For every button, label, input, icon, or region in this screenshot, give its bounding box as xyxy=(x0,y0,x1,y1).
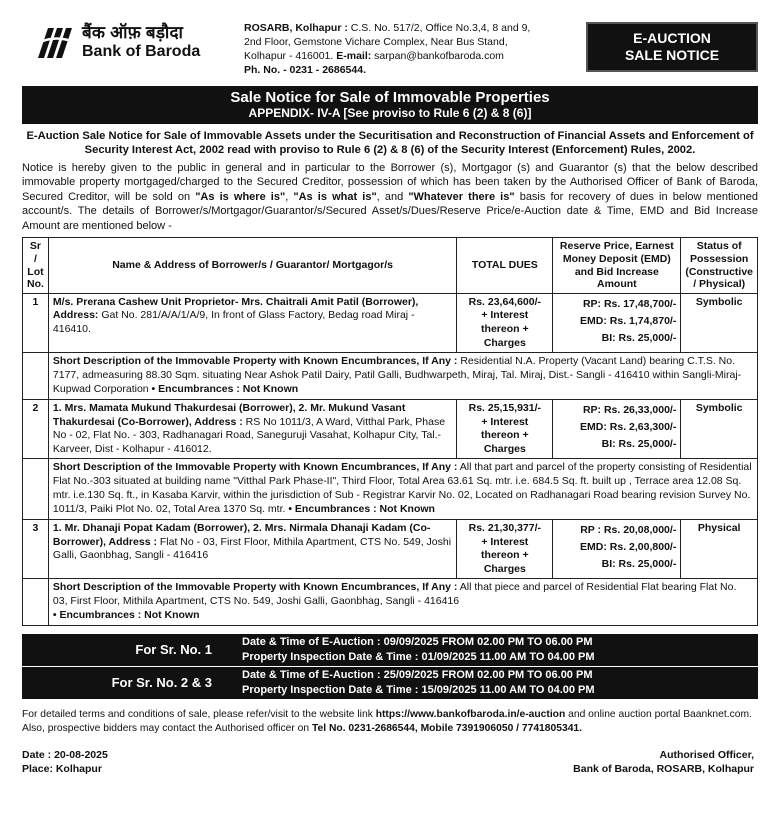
description-text: All that part and parcel of the property consisting of Residential Flat No.-303 situated at building name "Vitthal Park Phase-II", Third Floor, Total Area 63.61 Sq. mtr. i.e. 684.5 Sq. ft. built up , Terrace area 12.08 Sq. mtr. i.e.130 Sq. ft., in Kasaba Karvir, within the jurisdiction of Sub - Registrar Karvir No. 02, Located on Radhanagari Road bearing revision Survey No. 1011/3, Paiki Plot No. 02, Total Area 1370 Sq. mtr. xyxy=(52,461,752,515)
borrower-details xyxy=(48,293,456,353)
borrower-address: RS No 1011/3, A Ward, Vitthal Park, Phase No - 02, Flat No. - 303, Radhanagari Road, Saneguruji Vasahat, Kolhapur City, Tal.- Karveer, Dist - Kolhapur - 416012. xyxy=(52,415,446,455)
dues-amount: Rs. 21,30,377/- xyxy=(468,521,542,534)
email-label: E-mail: xyxy=(336,49,372,62)
table-header-row xyxy=(23,238,758,293)
header-sr: Sr / Lot No. xyxy=(23,238,49,293)
office-address-line-1: C.S. No. 517/2, Office No.3,4, 8 and 9, xyxy=(347,22,531,34)
emd-amount: EMD: Rs. 2,63,300/- xyxy=(580,421,677,434)
office-address xyxy=(244,22,584,77)
act-heading: E-Auction Sale Notice for Sale of Immovable Assets under the Securitisation and Reconstruction of Financial Assets and Enforcement of Security Interest Act, 2002 read with proviso to Rule 6 (2) & 8 (6) of the Security Interest (Enforcement) Rules, 2002. xyxy=(26,129,754,157)
property-description xyxy=(48,459,757,519)
notice-date: Date : 20-08-2025 xyxy=(22,748,108,761)
description-text: Residential N.A. Property (Vacant Land) bearing C.T.S. No. 7177, admeasuring 88.30 Sqm. situating Near Ashok Patil Dairy, Patil Galli, Budhwarpeth, Miraj, Tal. Miraj, Dist.- Sangli - 416410 within Sangli-Miraj-Kupwad Corporation xyxy=(52,355,742,395)
appendix-title: APPENDIX- IV-A [See proviso to Rule 6 (2) & 8 (6)] xyxy=(248,106,532,121)
e-auction-badge xyxy=(586,22,758,72)
inspection-datetime: Property Inspection Date & Time : 15/09/2025 11.00 AM TO 04.00 PM xyxy=(242,684,595,696)
phone-label: Ph. No. xyxy=(244,63,281,76)
terms-paragraph xyxy=(22,708,758,736)
reserve-price-details xyxy=(553,519,681,579)
signoff xyxy=(22,748,758,776)
row-sr: 2 xyxy=(23,399,49,459)
logo-english-text: Bank of Baroda xyxy=(82,43,201,61)
dues-note: + Interest thereon + Charges xyxy=(481,309,529,349)
reserve-price: RP: Rs. 26,33,000/- xyxy=(582,403,677,416)
email-value[interactable]: sarpan@bankofbaroda.com xyxy=(371,49,504,62)
whatever-there-is: "Whatever there is" xyxy=(408,190,515,203)
notice-sep-2: , and xyxy=(376,190,409,203)
emd-amount: EMD: Rs. 2,00,800/- xyxy=(580,541,677,554)
description-text: All that piece and parcel of Residential Flat bearing Flat No. 03, First Floor, Mithila Apartment, CTS No. 549, Joshi Galli, Gaonbhag, Sangli - 416416 xyxy=(52,581,737,608)
office-address-line-3: Kolhapur - 416001. xyxy=(244,49,334,62)
description-row xyxy=(23,459,758,519)
as-is-what-is: "As is what is" xyxy=(293,190,377,203)
signatory-org: Bank of Baroda, ROSARB, Kolhapur xyxy=(573,762,754,775)
total-dues xyxy=(457,519,553,579)
table-row xyxy=(23,293,758,353)
terms-text-1: For detailed terms and conditions of sale, please refer/visit to the website link xyxy=(22,709,376,720)
reserve-price-details xyxy=(553,399,681,459)
bid-increase: BI: Rs. 25,000/- xyxy=(601,438,677,451)
contact-numbers: Tel No. 0231-2686544, Mobile 7391906050 / 7741805341. xyxy=(312,722,583,734)
borrower-address: Gat No. 281/A/A/1/A/9, In front of Glass Factory, Bedag road Miraj - 416410. xyxy=(52,309,415,335)
possession-status: Symbolic xyxy=(681,399,758,459)
office-name: ROSARB, Kolhapur : xyxy=(244,22,348,34)
bid-increase: BI: Rs. 25,000/- xyxy=(601,558,677,571)
encumbrances-status: • Encumbrances : Not Known xyxy=(285,503,435,515)
title-band xyxy=(22,86,758,124)
possession-status: Physical xyxy=(681,519,758,579)
dues-amount: Rs. 23,64,600/- xyxy=(468,295,542,308)
header-total-dues: TOTAL DUES xyxy=(457,238,553,293)
inspection-datetime: Property Inspection Date & Time : 01/09/2025 11.00 AM TO 04.00 PM xyxy=(242,651,595,663)
auction-website-link[interactable]: https://www.bankofbaroda.in/e-auction xyxy=(375,709,566,720)
notice-text-1: Notice is hereby given to the public in general and in particular to the Borrower (s), Mortgagor (s) and Guarantor (s) that the below described immovable property mortgaged/charged to the Secured Creditor, possession of which has been taken by the Authorised Officer of Bank of Baroda, Secured Creditor, will be sold on xyxy=(22,161,758,203)
auction-datetime: Date & Time of E-Auction : 09/09/2025 FROM 02.00 PM TO 06.00 PM xyxy=(242,636,593,649)
property-description xyxy=(48,353,757,400)
header-reserve-price: Reserve Price, Earnest Money Deposit (EMD) and Bid Increase Amount xyxy=(553,238,681,293)
header-possession-status: Status of Possession (Constructive / Physical) xyxy=(681,238,758,293)
borrower-names: 1. Mr. Dhanaji Popat Kadam (Borrower), 2. Mrs. Nirmala Dhanaji Kadam (Co-Borrower), Address : xyxy=(52,521,431,548)
dues-note: + Interest thereon + Charges xyxy=(481,535,529,575)
badge-line-1: E-AUCTION xyxy=(633,30,711,46)
auction-date-band xyxy=(22,667,758,700)
encumbrances-status: • Encumbrances : Not Known xyxy=(52,609,200,622)
row-sr: 1 xyxy=(23,293,49,353)
auction-datetime: Date & Time of E-Auction : 25/09/2025 FROM 02.00 PM TO 06.00 PM xyxy=(242,669,593,682)
notice-paragraph xyxy=(22,161,758,234)
row-sr: 3 xyxy=(23,519,49,579)
notice-place: Place: Kolhapur xyxy=(22,762,102,775)
header xyxy=(22,0,758,82)
reserve-price-details xyxy=(553,293,681,353)
auction-lot-label: For Sr. No. 1 xyxy=(135,641,212,657)
description-row xyxy=(23,579,758,626)
emd-amount: EMD: Rs. 1,74,870/- xyxy=(580,315,677,328)
description-label: Short Description of the Immovable Property with Known Encumbrances, If Any : xyxy=(52,581,458,594)
office-address-line-2: 2nd Floor, Gemstone Vichare Complex, Near Bus Stand, xyxy=(244,35,508,48)
borrower-names: 1. Mrs. Mamata Mukund Thakurdesai (Borrower), 2. Mr. Mukund Vasant Thakurdesai (Co-Borrower), Address : xyxy=(52,401,406,428)
notice-text-2: basis for recovery of dues in below mentioned account/s. The details of Borrower/s/Mortgagor/Guarantor/s/Secured Asset/s/Dues/Reserve Price/e-Auction date & Time, EMD and Bid Increase Amount are mentioned below - xyxy=(22,190,758,232)
bid-increase: BI: Rs. 25,000/- xyxy=(601,332,677,345)
property-description xyxy=(48,579,757,626)
possession-status: Symbolic xyxy=(681,293,758,353)
bank-of-baroda-logo-icon xyxy=(34,22,76,64)
description-row xyxy=(23,353,758,400)
terms-text-2: and online auction portal Baanknet.com. Also, prospective bidders may contact the Authorised officer on xyxy=(22,709,752,734)
logo-hindi-text: बैंक ऑफ़ बड़ौदा xyxy=(82,23,184,43)
total-dues xyxy=(457,399,553,459)
notice-title: Sale Notice for Sale of Immovable Properties xyxy=(230,89,550,106)
header-name-address: Name & Address of Borrower/s / Guarantor/ Mortgagor/s xyxy=(48,238,456,293)
as-is-where-is: "As is where is" xyxy=(195,190,286,203)
table-row xyxy=(23,399,758,459)
properties-table xyxy=(22,237,758,626)
encumbrances-status: • Encumbrances : Not Known xyxy=(148,383,299,395)
borrower-details xyxy=(48,519,456,579)
table-row xyxy=(23,519,758,579)
reserve-price: RP : Rs. 20,08,000/- xyxy=(580,523,677,536)
phone-value: - 0231 - 2686544. xyxy=(280,63,366,76)
auction-date-band xyxy=(22,634,758,667)
notice-sep-1: , xyxy=(285,190,294,203)
dues-amount: Rs. 25,15,931/- xyxy=(468,401,542,414)
signatory-title: Authorised Officer, xyxy=(659,748,754,761)
reserve-price: RP: Rs. 17,48,700/- xyxy=(582,297,677,310)
borrower-details xyxy=(48,399,456,459)
auction-lot-label: For Sr. No. 2 & 3 xyxy=(111,674,212,690)
borrower-names: M/s. Prerana Cashew Unit Proprietor- Mrs. Chaitrali Amit Patil (Borrower), Address: xyxy=(52,295,419,322)
total-dues xyxy=(457,293,553,353)
auction-dates xyxy=(22,634,758,700)
borrower-address: Flat No - 03, First Floor, Mithila Apartment, CTS No. 549, Joshi Galli, Gaonbhag, Sangli - 416416 xyxy=(52,535,452,562)
description-label: Short Description of the Immovable Property with Known Encumbrances, If Any : xyxy=(52,461,458,474)
bank-logo xyxy=(34,22,234,64)
dues-note: + Interest thereon + Charges xyxy=(481,415,529,455)
description-label: Short Description of the Immovable Property with Known Encumbrances, If Any : xyxy=(52,355,458,368)
badge-line-2: SALE NOTICE xyxy=(624,46,720,63)
